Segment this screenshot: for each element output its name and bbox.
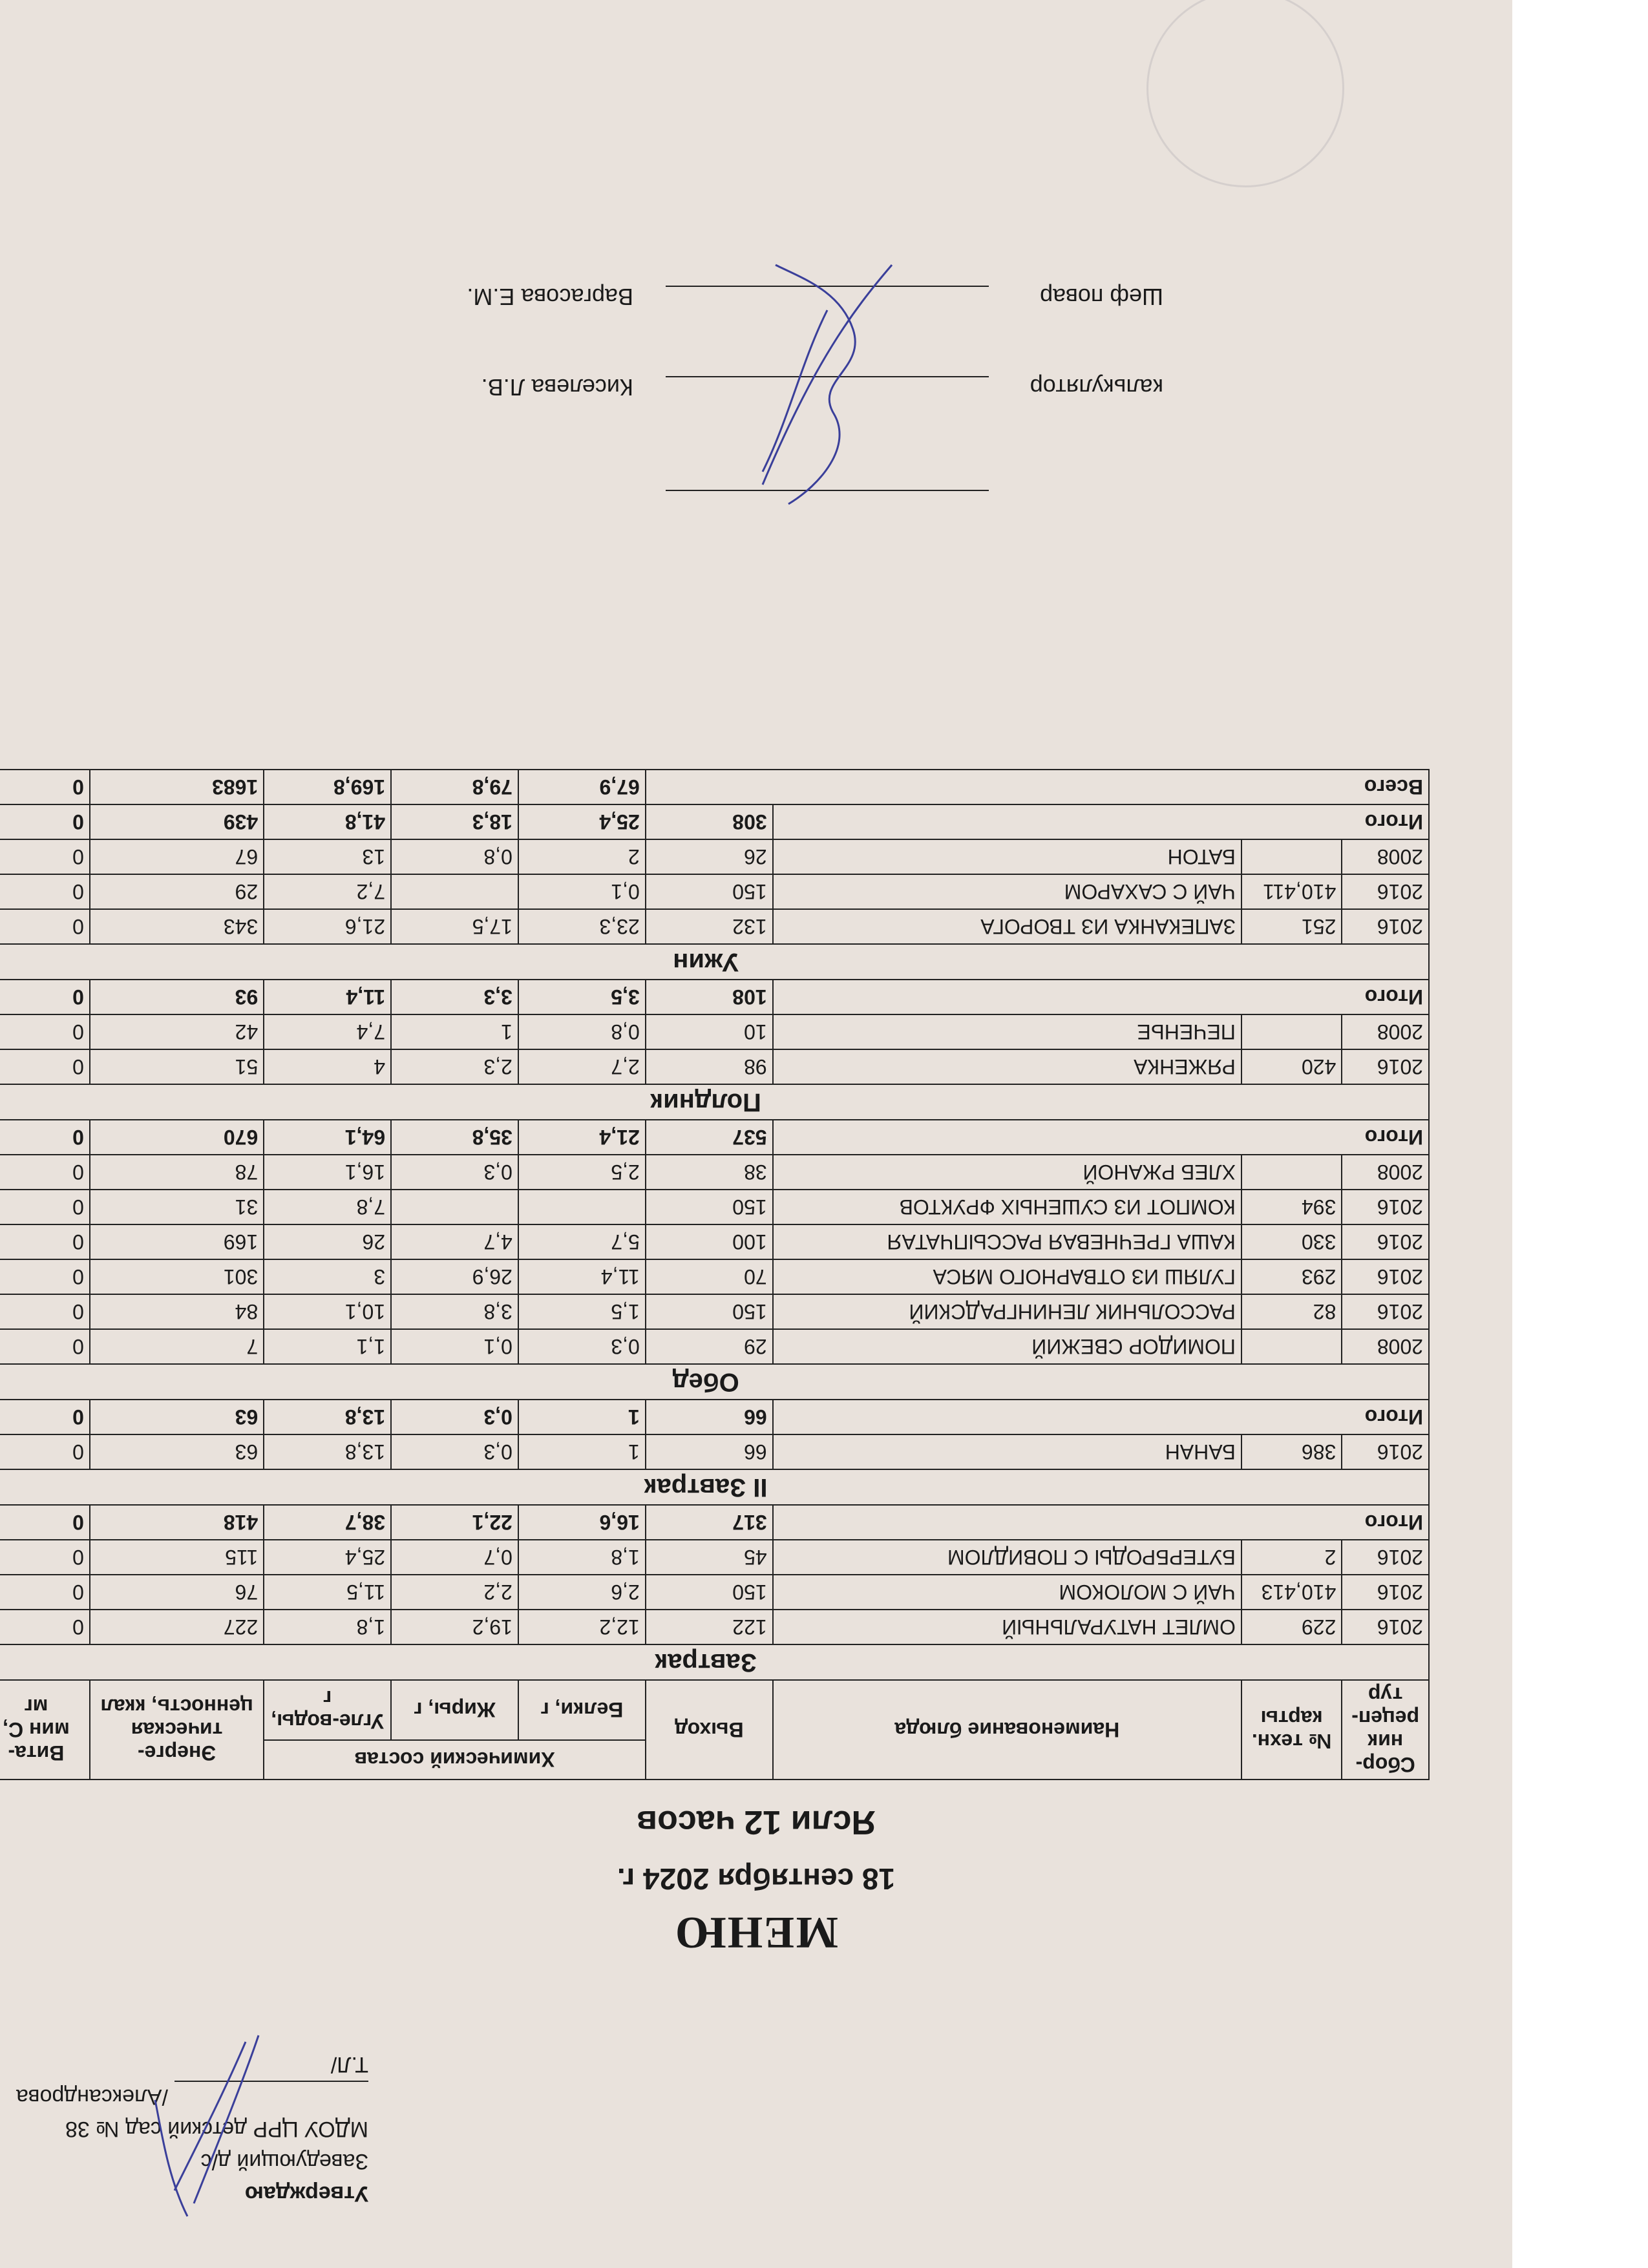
total-protein: 3,5 [518, 980, 646, 1014]
total-carb: 64,1 [264, 1120, 391, 1155]
cell-tech-card [1241, 839, 1342, 874]
cell-vitamin: 0 [0, 1329, 90, 1364]
cell-output: 10 [646, 1014, 773, 1049]
total-row [0, 1120, 1429, 1155]
total-energy: 93 [90, 980, 264, 1014]
cell-tech-card [1241, 1155, 1342, 1190]
cell-output: 150 [646, 874, 773, 909]
total-vitamin: 0 [0, 1120, 90, 1155]
cell-output: 26 [646, 839, 773, 874]
total-protein: 25,4 [518, 804, 646, 839]
total-protein: 16,6 [518, 1505, 646, 1540]
cell-energy: 63 [90, 1434, 264, 1469]
total-carb: 38,7 [264, 1505, 391, 1540]
header-protein: Белки, г [518, 1680, 646, 1740]
approval-signature [129, 2022, 284, 2229]
cell-collection: 2008 [1342, 1329, 1429, 1364]
signatures-block [129, 220, 1163, 401]
total-energy: 439 [90, 804, 264, 839]
signature-row-calculator [129, 310, 1163, 401]
cell-protein: 1,5 [518, 1294, 646, 1329]
header-tech-card: № техн. карты [1241, 1680, 1342, 1780]
cell-collection: 2016 [1342, 909, 1429, 944]
signature-role: Шеф повар [1040, 284, 1163, 310]
table-row [0, 1575, 1429, 1610]
cell-tech-card: 82 [1241, 1294, 1342, 1329]
cell-protein: 23,3 [518, 909, 646, 944]
cell-carb: 1,8 [264, 1610, 391, 1644]
table-row [0, 1014, 1429, 1049]
cell-output: 150 [646, 1575, 773, 1610]
cell-tech-card: 330 [1241, 1224, 1342, 1259]
cell-tech-card: 386 [1241, 1434, 1342, 1469]
cell-carb: 3 [264, 1259, 391, 1294]
cell-vitamin: 0 [0, 1434, 90, 1469]
cell-dish: РЯЖЕНКА [773, 1049, 1241, 1084]
cell-energy: 84 [90, 1294, 264, 1329]
header-vitamin: Вита-мин С, мг [0, 1680, 90, 1780]
cell-vitamin: 0 [0, 1190, 90, 1224]
cell-fat [391, 1190, 518, 1224]
chef-signature [737, 252, 931, 523]
approval-signer: /Александрова Т.Л/ [16, 2052, 368, 2109]
cell-output: 132 [646, 909, 773, 944]
cell-fat: 2,2 [391, 1575, 518, 1610]
cell-energy: 51 [90, 1049, 264, 1084]
grand-total-row [0, 770, 1429, 804]
cell-carb: 21,6 [264, 909, 391, 944]
table-row [0, 1329, 1429, 1364]
cell-energy: 29 [90, 874, 264, 909]
signature-name: Киселева Л.В. [481, 374, 633, 401]
cell-energy: 67 [90, 839, 264, 874]
table-row [0, 1049, 1429, 1084]
table-row [0, 1224, 1429, 1259]
cell-protein: 2,5 [518, 1155, 646, 1190]
cell-protein: 0,8 [518, 1014, 646, 1049]
grand-total-energy: 1683 [90, 770, 264, 804]
cell-dish: ОМЛЕТ НАТУРАЛЬНЫЙ [773, 1610, 1241, 1644]
cell-collection: 2016 [1342, 1540, 1429, 1575]
cell-dish: ПОМИДОР СВЕЖИЙ [773, 1329, 1241, 1364]
cell-vitamin: 0 [0, 1294, 90, 1329]
cell-energy: 76 [90, 1575, 264, 1610]
cell-collection: 2016 [1342, 874, 1429, 909]
cell-protein: 0,3 [518, 1329, 646, 1364]
cell-dish: ХЛЕБ РЖАНОЙ [773, 1155, 1241, 1190]
cell-vitamin: 0 [0, 1610, 90, 1644]
total-vitamin: 0 [0, 1400, 90, 1434]
cell-carb: 7,2 [264, 874, 391, 909]
cell-protein: 1 [518, 1434, 646, 1469]
cell-fat: 26,9 [391, 1259, 518, 1294]
cell-vitamin: 0 [0, 874, 90, 909]
cell-energy: 227 [90, 1610, 264, 1644]
cell-vitamin: 0 [0, 1049, 90, 1084]
grand-total-label: Всего [646, 770, 1429, 804]
cell-output: 150 [646, 1294, 773, 1329]
section-title: Полдник [0, 1084, 1429, 1120]
cell-vitamin: 0 [0, 1014, 90, 1049]
section-row [0, 1644, 1429, 1680]
cell-fat: 3,8 [391, 1294, 518, 1329]
cell-tech-card: 410,413 [1241, 1575, 1342, 1610]
cell-fat [391, 874, 518, 909]
total-energy: 63 [90, 1400, 264, 1434]
grand-total-vitamin: 0 [0, 770, 90, 804]
cell-carb: 25,4 [264, 1540, 391, 1575]
total-vitamin: 0 [0, 804, 90, 839]
grand-total-fat: 79,8 [391, 770, 518, 804]
signature-row-chef [129, 220, 1163, 310]
table-row [0, 1540, 1429, 1575]
cell-vitamin: 0 [0, 1224, 90, 1259]
total-energy: 670 [90, 1120, 264, 1155]
cell-dish: КОМПОТ ИЗ СУШЕНЫХ ФРУКТОВ [773, 1190, 1241, 1224]
cell-vitamin: 0 [0, 1575, 90, 1610]
cell-output: 66 [646, 1434, 773, 1469]
signature-role: калькулятор [1030, 374, 1163, 401]
faint-stamp [1146, 0, 1344, 187]
cell-carb: 7,4 [264, 1014, 391, 1049]
cell-dish: ГУЛЯШ ИЗ ОТВАРНОГО МЯСА [773, 1259, 1241, 1294]
cell-energy: 343 [90, 909, 264, 944]
cell-vitamin: 0 [0, 909, 90, 944]
approval-label: Утверждаю [244, 2181, 368, 2206]
cell-protein [518, 1190, 646, 1224]
cell-fat: 0,3 [391, 1434, 518, 1469]
cell-output: 122 [646, 1610, 773, 1644]
table-row [0, 1155, 1429, 1190]
table-row [0, 909, 1429, 944]
total-label: Итого [773, 980, 1429, 1014]
cell-energy: 115 [90, 1540, 264, 1575]
cell-dish: БАНАН [773, 1434, 1241, 1469]
cell-energy: 42 [90, 1014, 264, 1049]
cell-energy: 7 [90, 1329, 264, 1364]
total-carb: 41,8 [264, 804, 391, 839]
total-carb: 13,8 [264, 1400, 391, 1434]
cell-dish: БАТОН [773, 839, 1241, 874]
section-title: II Завтрак [0, 1469, 1429, 1505]
grand-total-carb: 169,8 [264, 770, 391, 804]
total-protein: 1 [518, 1400, 646, 1434]
cell-carb: 13,8 [264, 1434, 391, 1469]
total-label: Итого [773, 1505, 1429, 1540]
cell-output: 98 [646, 1049, 773, 1084]
section-row [0, 944, 1429, 980]
cell-vitamin: 0 [0, 839, 90, 874]
cell-protein: 1,8 [518, 1540, 646, 1575]
cell-carb: 11,5 [264, 1575, 391, 1610]
total-carb: 11,4 [264, 980, 391, 1014]
cell-protein: 2,6 [518, 1575, 646, 1610]
grand-total-protein: 67,9 [518, 770, 646, 804]
cell-carb: 7,8 [264, 1190, 391, 1224]
cell-collection: 2016 [1342, 1434, 1429, 1469]
cell-vitamin: 0 [0, 1259, 90, 1294]
cell-fat: 0,8 [391, 839, 518, 874]
total-output: 537 [646, 1120, 773, 1155]
cell-collection: 2016 [1342, 1224, 1429, 1259]
table-row [0, 1190, 1429, 1224]
cell-tech-card: 2 [1241, 1540, 1342, 1575]
total-output: 308 [646, 804, 773, 839]
cell-fat: 0,1 [391, 1329, 518, 1364]
cell-output: 100 [646, 1224, 773, 1259]
total-fat: 35,8 [391, 1120, 518, 1155]
table-row [0, 1434, 1429, 1469]
total-row [0, 1505, 1429, 1540]
cell-vitamin: 0 [0, 1155, 90, 1190]
header-energy: Энерге-тическая ценность, ккал [90, 1680, 264, 1780]
header-output: Выход [646, 1680, 773, 1780]
total-label: Итого [773, 1400, 1429, 1434]
header-chem: Химический состав [264, 1740, 646, 1780]
cell-collection: 2008 [1342, 1155, 1429, 1190]
cell-carb: 26 [264, 1224, 391, 1259]
cell-fat: 19,2 [391, 1610, 518, 1644]
total-vitamin: 0 [0, 1505, 90, 1540]
cell-dish: РАССОЛЬНИК ЛЕНИНГРАДСКИЙ [773, 1294, 1241, 1329]
total-output: 317 [646, 1505, 773, 1540]
cell-fat: 2,3 [391, 1049, 518, 1084]
cell-tech-card [1241, 1329, 1342, 1364]
section-title: Обед [0, 1364, 1429, 1400]
cell-tech-card: 251 [1241, 909, 1342, 944]
total-fat: 3,3 [391, 980, 518, 1014]
cell-energy: 31 [90, 1190, 264, 1224]
cell-fat: 1 [391, 1014, 518, 1049]
total-vitamin: 0 [0, 980, 90, 1014]
cell-fat: 0,3 [391, 1155, 518, 1190]
cell-tech-card: 229 [1241, 1610, 1342, 1644]
cell-carb: 4 [264, 1049, 391, 1084]
cell-energy: 169 [90, 1224, 264, 1259]
cell-protein: 11,4 [518, 1259, 646, 1294]
cell-tech-card [1241, 1014, 1342, 1049]
cell-output: 45 [646, 1540, 773, 1575]
total-output: 66 [646, 1400, 773, 1434]
cell-dish: КАША ГРЕЧНЕВАЯ РАССЫПЧАТАЯ [773, 1224, 1241, 1259]
section-row [0, 1084, 1429, 1120]
total-fat: 0,3 [391, 1400, 518, 1434]
page-title: МЕНЮ [673, 1907, 839, 1957]
cell-energy: 78 [90, 1155, 264, 1190]
total-fat: 22,1 [391, 1505, 518, 1540]
cell-collection: 2008 [1342, 839, 1429, 874]
approval-position: Заведующий д/с [200, 2149, 368, 2174]
cell-tech-card: 394 [1241, 1190, 1342, 1224]
header-dish: Наименование блюда [773, 1680, 1241, 1780]
cell-protein: 5,7 [518, 1224, 646, 1259]
signature-name: Варгасова Е.М. [467, 284, 633, 310]
table-row [0, 874, 1429, 909]
total-energy: 418 [90, 1505, 264, 1540]
cell-output: 29 [646, 1329, 773, 1364]
cell-dish: ПЕЧЕНЬЕ [773, 1014, 1241, 1049]
cell-carb: 1,1 [264, 1329, 391, 1364]
cell-fat: 4,7 [391, 1224, 518, 1259]
cell-output: 70 [646, 1259, 773, 1294]
section-title: Ужин [0, 944, 1429, 980]
header-fat: Жиры, г [391, 1680, 518, 1740]
cell-output: 38 [646, 1155, 773, 1190]
approval-org: МДОУ ЦРР детский сад № 38 [65, 2117, 368, 2141]
cell-output: 150 [646, 1190, 773, 1224]
cell-tech-card: 420 [1241, 1049, 1342, 1084]
cell-tech-card: 410,411 [1241, 874, 1342, 909]
header-collection: Сбор-ник рецеп-тур [1342, 1680, 1429, 1780]
cell-collection: 2016 [1342, 1049, 1429, 1084]
section-row [0, 1364, 1429, 1400]
cell-collection: 2016 [1342, 1294, 1429, 1329]
cell-collection: 2016 [1342, 1259, 1429, 1294]
cell-carb: 10,1 [264, 1294, 391, 1329]
cell-vitamin: 0 [0, 1540, 90, 1575]
group-name: Ясли 12 часов [637, 1803, 876, 1841]
total-output: 108 [646, 980, 773, 1014]
menu-date: 18 сентября 2024 г. [617, 1862, 896, 1896]
section-title: Завтрак [0, 1644, 1429, 1680]
section-row [0, 1469, 1429, 1505]
cell-collection: 2016 [1342, 1575, 1429, 1610]
cell-carb: 13 [264, 839, 391, 874]
cell-dish: ЗАПЕКАНКА ИЗ ТВОРОГА [773, 909, 1241, 944]
cell-energy: 301 [90, 1259, 264, 1294]
total-row [0, 980, 1429, 1014]
total-label: Итого [773, 804, 1429, 839]
cell-collection: 2008 [1342, 1014, 1429, 1049]
cell-protein: 12,2 [518, 1610, 646, 1644]
total-row [0, 804, 1429, 839]
cell-fat: 0,7 [391, 1540, 518, 1575]
header-carb: Угле-воды, г [264, 1680, 391, 1740]
cell-carb: 16,1 [264, 1155, 391, 1190]
total-label: Итого [773, 1120, 1429, 1155]
cell-protein: 0,1 [518, 874, 646, 909]
cell-dish: ЧАЙ С МОЛОКОМ [773, 1575, 1241, 1610]
cell-tech-card: 293 [1241, 1259, 1342, 1294]
menu-table [0, 769, 1430, 1780]
table-row [0, 1610, 1429, 1644]
cell-collection: 2016 [1342, 1610, 1429, 1644]
table-row [0, 1259, 1429, 1294]
cell-protein: 2 [518, 839, 646, 874]
total-fat: 18,3 [391, 804, 518, 839]
cell-fat: 17,5 [391, 909, 518, 944]
menu-body [0, 770, 1429, 1680]
total-protein: 21,4 [518, 1120, 646, 1155]
cell-collection: 2016 [1342, 1190, 1429, 1224]
table-row [0, 839, 1429, 874]
cell-dish: БУТЕРБРОДЫ С ПОВИДЛОМ [773, 1540, 1241, 1575]
table-row [0, 1294, 1429, 1329]
total-row [0, 1400, 1429, 1434]
cell-dish: ЧАЙ С САХАРОМ [773, 874, 1241, 909]
cell-protein: 2,7 [518, 1049, 646, 1084]
